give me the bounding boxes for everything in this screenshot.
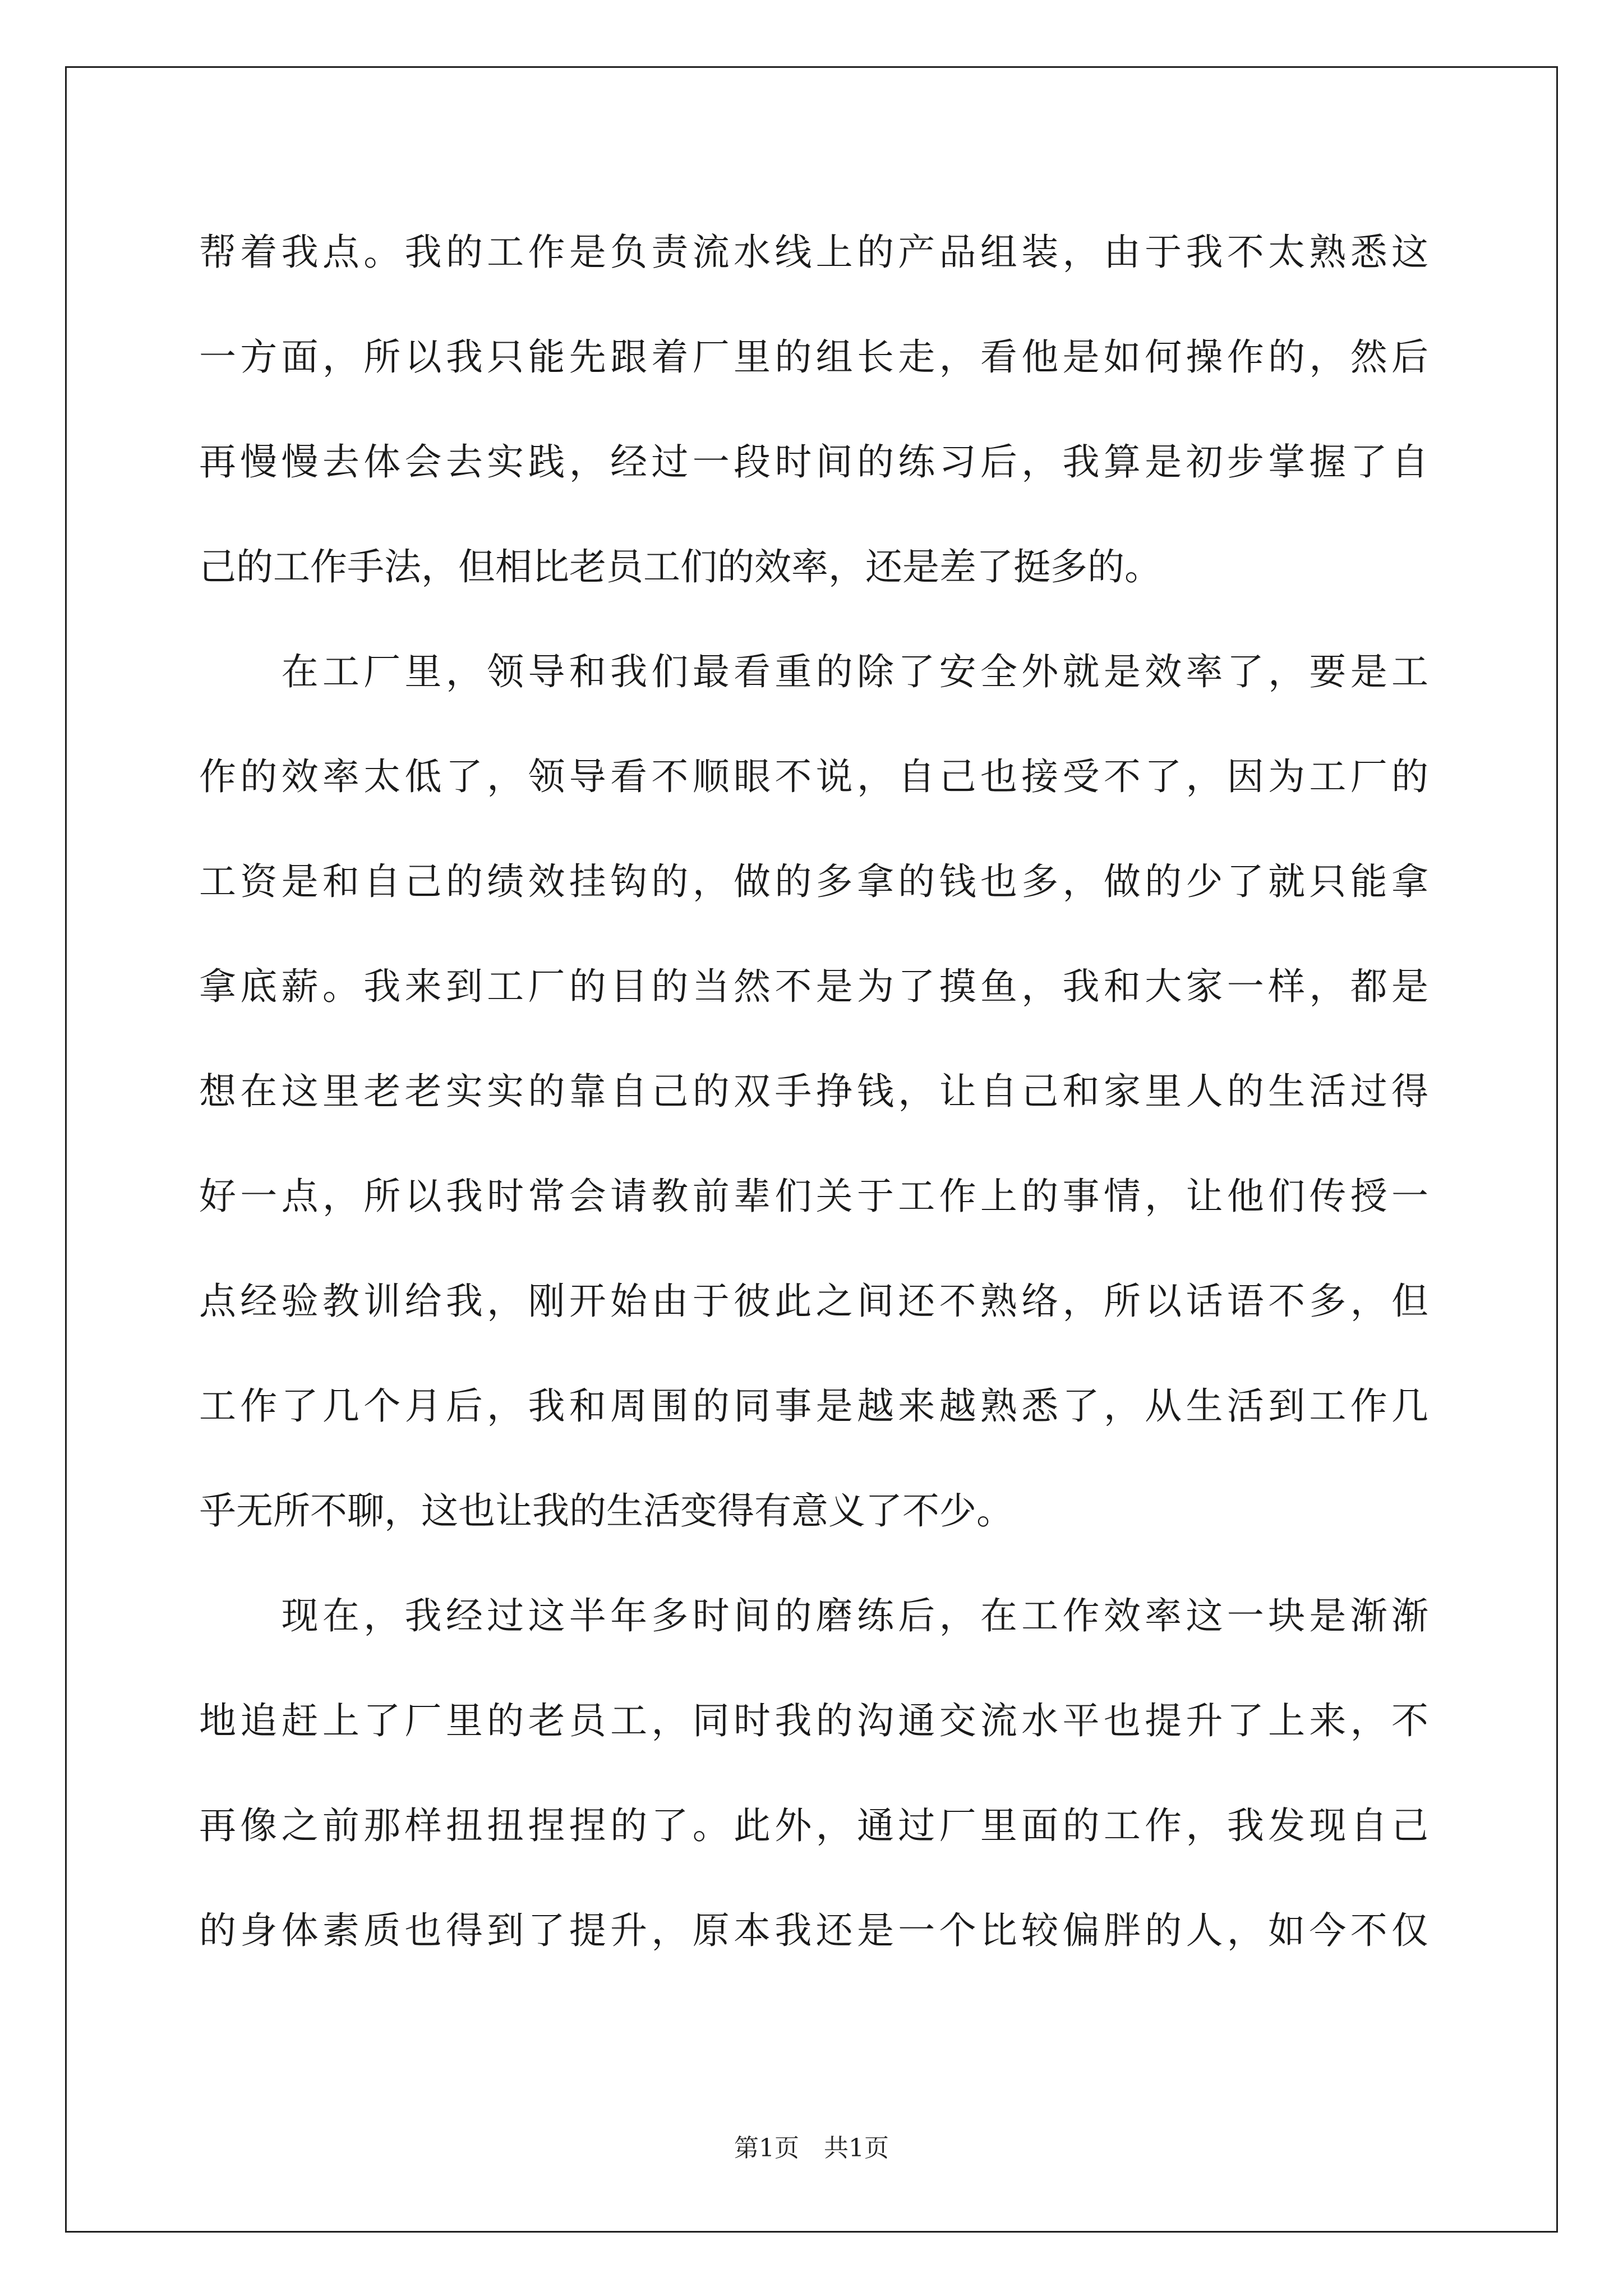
text-line: 己的工作手法，但相比老员工们的效率，还是差了挺多的。 — [199, 545, 1161, 588]
page-footer: 第1页 共1页 — [734, 2134, 889, 2162]
text-line: 一方面，所以我只能先跟着厂里的组长走，看他是如何操作的，然后 — [199, 335, 1428, 379]
text-line: 拿底薪。我来到工厂的目的当然不是为了摸鱼，我和大家一样，都是 — [199, 965, 1428, 1008]
text-line: 的身体素质也得到了提升，原本我还是一个比较偏胖的人，如今不仅 — [199, 1909, 1428, 1952]
text-line: 再像之前那样扭扭捏捏的了。此外，通过厂里面的工作，我发现自己 — [199, 1804, 1428, 1847]
text-line: 工作了几个月后，我和周围的同事是越来越熟悉了，从生活到工作几 — [199, 1384, 1428, 1428]
text-line: 现在，我经过这半年多时间的磨练后，在工作效率这一块是渐渐 — [199, 1594, 1428, 1637]
text-line: 作的效率太低了，领导看不顺眼不说，自己也接受不了，因为工厂的 — [199, 755, 1428, 798]
text-line: 乎无所不聊，这也让我的生活变得有意义了不少。 — [199, 1489, 1013, 1533]
text-line: 地追赶上了厂里的老员工，同时我的沟通交流水平也提升了上来，不 — [199, 1699, 1428, 1742]
text-line: 在工厂里，领导和我们最看重的除了安全外就是效率了，要是工 — [199, 650, 1428, 693]
text-line: 好一点，所以我时常会请教前辈们关于工作上的事情，让他们传授一 — [199, 1175, 1428, 1218]
text-line: 点经验教训给我，刚开始由于彼此之间还不熟络，所以话语不多，但 — [199, 1280, 1428, 1323]
text-line: 帮着我点。我的工作是负责流水线上的产品组装，由于我不太熟悉这 — [199, 231, 1428, 274]
text-line: 工资是和自己的绩效挂钩的，做的多拿的钱也多，做的少了就只能拿 — [199, 860, 1428, 903]
text-line: 再慢慢去体会去实践，经过一段时间的练习后，我算是初步掌握了自 — [199, 440, 1428, 484]
text-line: 想在这里老老实实的靠自己的双手挣钱，让自己和家里人的生活过得 — [199, 1070, 1428, 1113]
document-body — [199, 219, 1428, 2002]
